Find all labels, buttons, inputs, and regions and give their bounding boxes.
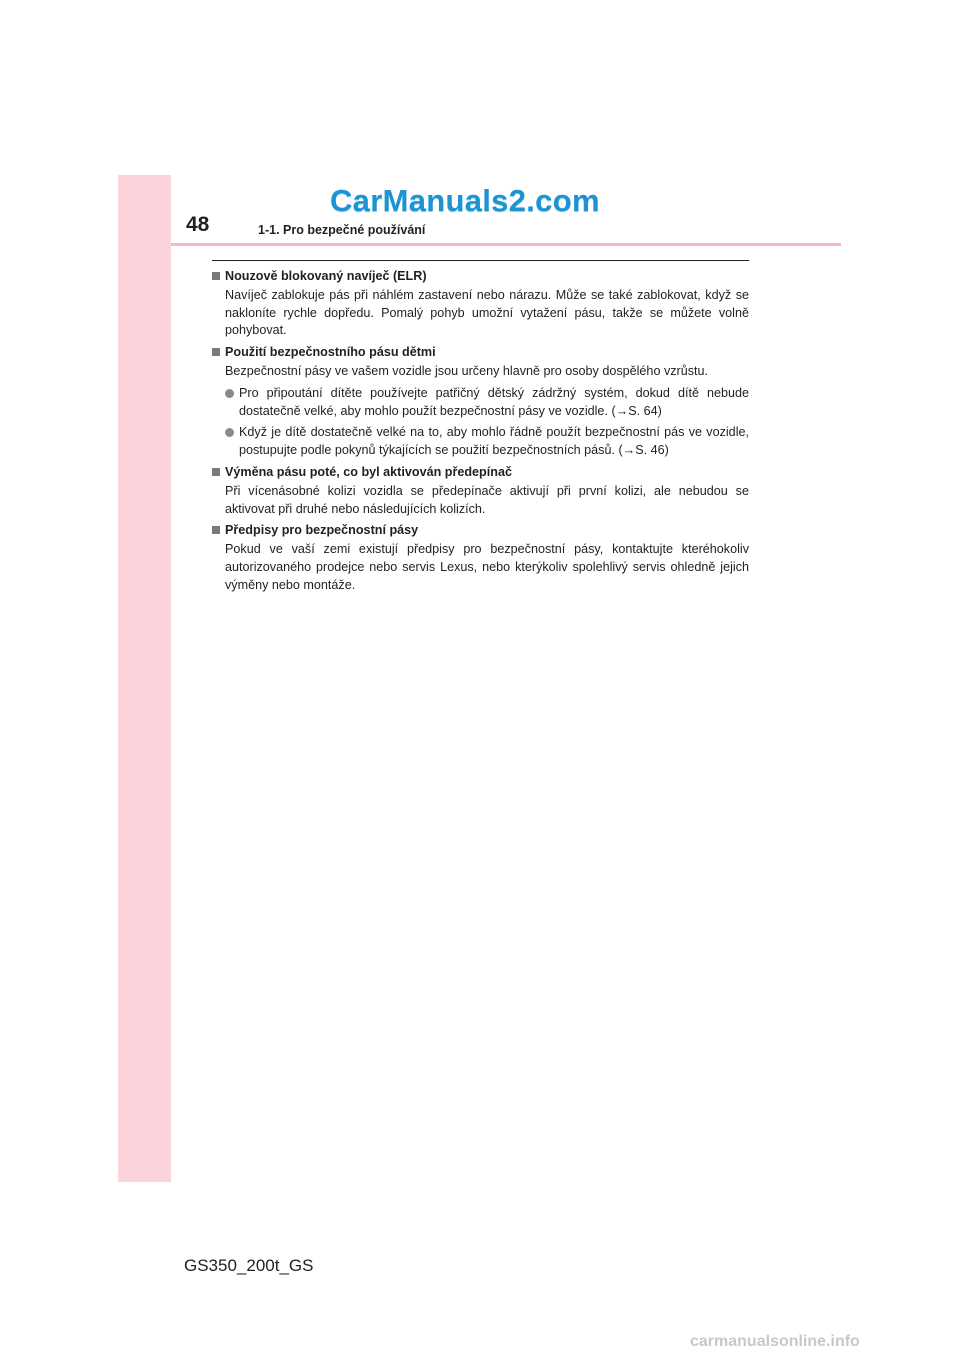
section-heading — [212, 522, 749, 540]
section-regulations — [212, 522, 749, 594]
section-body: Při vícenásobné kolizi vozidla se předepínače aktivují při první kolizi, ale nebudou se aktivovat při druhé nebo následujících kolizích. — [225, 483, 749, 516]
watermark-logo[interactable]: CarManuals2.com — [330, 183, 600, 218]
list-item-body: Když je dítě dostatečně velké na to, aby mohlo řádně použít bezpečnostní pás ve vozidle, postupujte podle pokynů týkajících se použití bezpečnostních pásů. — [239, 425, 749, 458]
section-elr — [212, 268, 749, 340]
footer-watermark[interactable]: carmanualsonline.info — [690, 1333, 860, 1350]
section-children — [212, 344, 749, 460]
list-item — [212, 424, 749, 460]
round-bullet-icon — [225, 428, 234, 437]
section-pretensioner — [212, 464, 749, 518]
square-bullet-icon — [212, 468, 220, 476]
page-number: 48 — [186, 213, 210, 236]
section-heading — [212, 464, 749, 482]
list-item — [212, 385, 749, 421]
section-heading — [212, 344, 749, 362]
section-body: Bezpečnostní pásy ve vašem vozidle jsou určeny hlavně pro osoby dospělého vzrůstu. — [225, 363, 709, 378]
section-body: Pokud ve vaší zemi existují předpisy pro bezpečnostní pásy, kontaktujte kteréhokoliv autorizovaného prodejce nebo servis Lexus, nebo kterýkoliv spolehlivý servis ohledně jejich výměny nebo montáže. — [225, 542, 749, 592]
page-reference-link[interactable]: (→S. 64) — [611, 403, 662, 418]
page-side-tab — [118, 175, 171, 1182]
square-bullet-icon — [212, 272, 220, 280]
content-top-rule — [212, 260, 749, 261]
section-heading — [212, 268, 749, 286]
square-bullet-icon — [212, 348, 220, 356]
heading-text: Předpisy pro bezpečnostní pásy — [225, 523, 419, 538]
round-bullet-icon — [225, 389, 234, 398]
list-item-text — [239, 385, 749, 421]
heading-text: Nouzově blokovaný navíječ (ELR) — [225, 269, 427, 283]
page-reference-link[interactable]: (→S. 46) — [618, 443, 669, 458]
section-title: 1-1. Pro bezpečné používání — [258, 223, 426, 237]
list-item-text — [239, 424, 749, 460]
content — [212, 268, 749, 599]
heading-text: Použití bezpečnostního pásu dětmi — [225, 345, 436, 360]
list-item-body: Pro připoutání dítěte používejte patřičný dětský zádržný systém, dokud dítě nebude dostatečně velké, aby mohlo použít bezpečnostní pásy ve vozidle. — [239, 385, 749, 418]
square-bullet-icon — [212, 526, 220, 534]
model-code: GS350_200t_GS — [184, 1256, 314, 1275]
header-rule — [171, 243, 841, 246]
section-body: Navíječ zablokuje pás při náhlém zastavení nebo nárazu. Může se také zablokovat, když se nakloníte rychle dopředu. Pomalý pohyb umožní vytažení pásu, takže se můžete volně pohybovat. — [225, 287, 749, 338]
heading-text: Výměna pásu poté, co byl aktivován předepínač — [225, 464, 512, 479]
